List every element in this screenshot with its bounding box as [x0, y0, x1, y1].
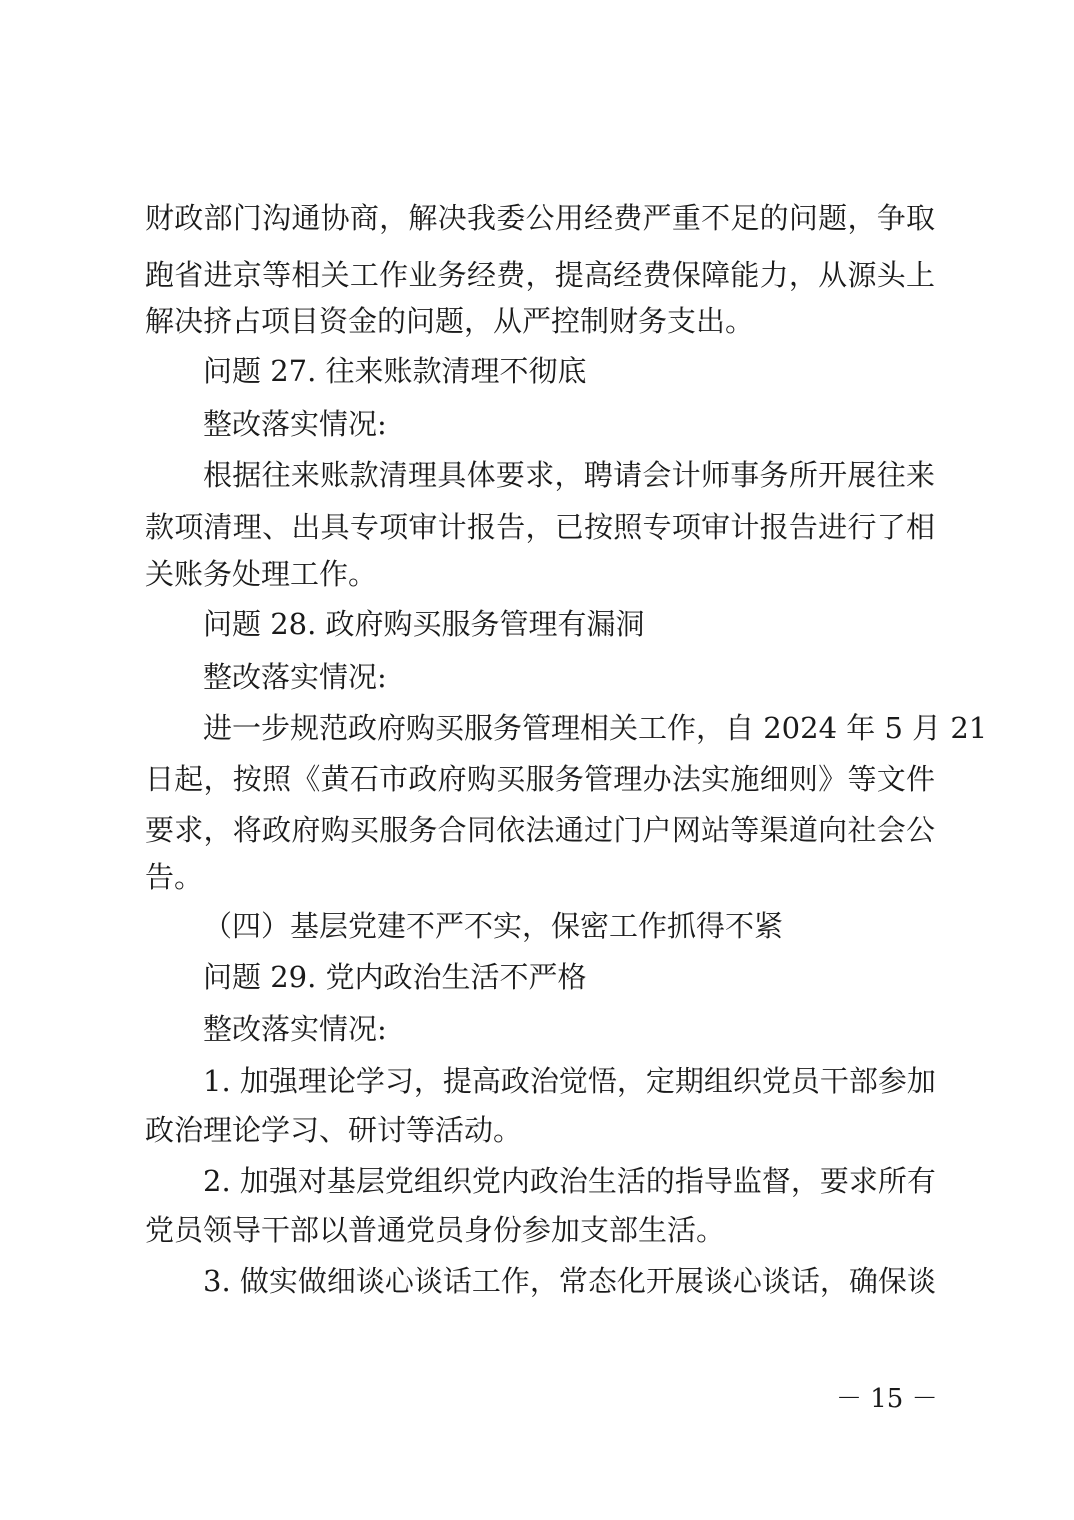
body-text-line: 告。 [145, 860, 204, 894]
body-text-line: 政治理论学习、研讨等活动。 [145, 1113, 523, 1147]
body-text-line: 根据往来账款清理具体要求，聘请会计师事务所开展往来 [203, 458, 935, 492]
rectification-label: 整改落实情况: [203, 660, 387, 694]
rectification-label: 整改落实情况: [203, 407, 387, 441]
list-item-1: 1. 加强理论学习，提高政治觉悟，定期组织党员干部参加 [203, 1064, 936, 1098]
issue-heading-27: 问题 27. 往来账款清理不彻底 [203, 354, 587, 388]
body-text-line: 款项清理、出具专项审计报告，已按照专项审计报告进行了相 [145, 510, 935, 544]
body-text-line: 解决挤占项目资金的问题，从严控制财务支出。 [145, 304, 755, 338]
list-item-3: 3. 做实做细谈心谈话工作，常态化开展谈心谈话，确保谈 [203, 1264, 936, 1298]
list-item-2: 2. 加强对基层党组织党内政治生活的指导监督，要求所有 [203, 1164, 936, 1198]
body-text-line: 要求，将政府购买服务合同依法通过门户网站等渠道向社会公 [145, 813, 935, 847]
section-heading: （四）基层党建不严不实，保密工作抓得不紧 [203, 909, 784, 943]
body-text-line: 财政部门沟通协商，解决我委公用经费严重不足的问题，争取 [145, 201, 935, 235]
body-text-line: 日起，按照《黄石市政府购买服务管理办法实施细则》等文件 [145, 762, 935, 796]
body-text-line: 跑省进京等相关工作业务经费，提高经费保障能力，从源头上 [145, 258, 935, 292]
body-text-line: 进一步规范政府购买服务管理相关工作，自 2024 年 5 月 21 [203, 711, 988, 745]
page-number: － 15 － [836, 1384, 938, 1414]
rectification-label: 整改落实情况: [203, 1012, 387, 1046]
body-text-line: 关账务处理工作。 [145, 557, 378, 591]
issue-heading-28: 问题 28. 政府购买服务管理有漏洞 [203, 607, 645, 641]
issue-heading-29: 问题 29. 党内政治生活不严格 [203, 960, 587, 994]
body-text-line: 党员领导干部以普通党员身份参加支部生活。 [145, 1213, 726, 1247]
